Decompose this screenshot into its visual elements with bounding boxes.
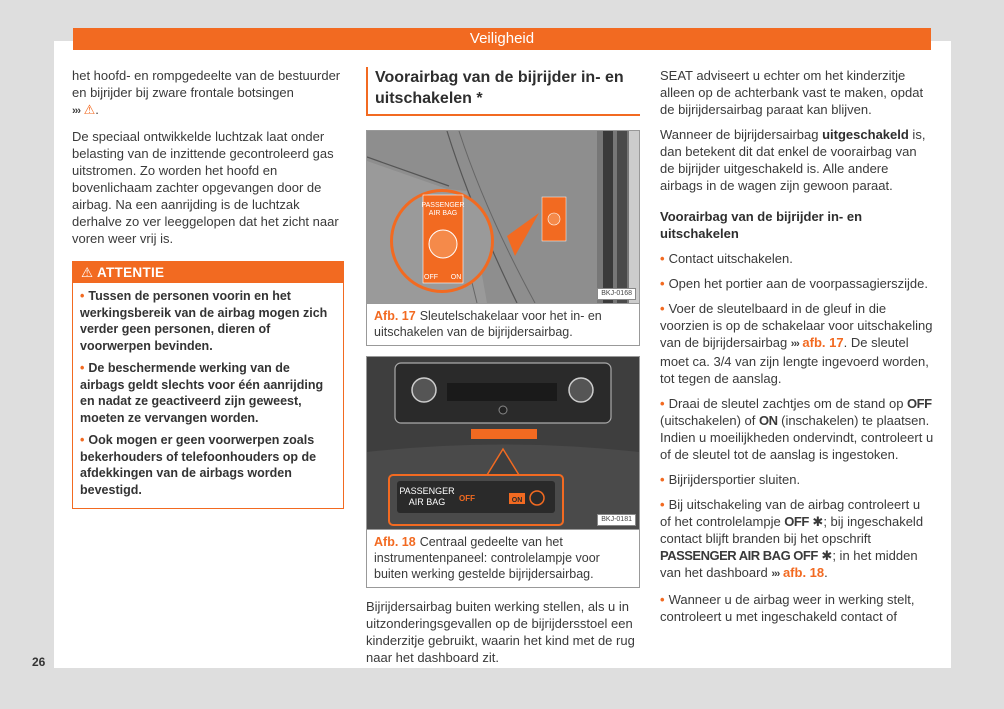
step-text: Draai de sleutel zachtjes om de stand op	[668, 396, 908, 411]
step-text: .	[824, 565, 828, 580]
step-item	[660, 496, 934, 583]
bullet-icon: •	[660, 301, 665, 316]
paragraph	[660, 126, 934, 194]
chapter-header: Veiligheid	[73, 28, 931, 50]
figure-label: Afb. 18	[374, 535, 416, 549]
figure-caption	[367, 303, 639, 345]
paragraph-text: Wanneer de bijrijdersairbag	[660, 127, 823, 142]
svg-text:OFF: OFF	[424, 274, 438, 281]
warning-item-text: Tussen de personen voorin en het werkingsbereik van de airbag mogen zich verder geen personen, dieren of voorwerpen bevinden.	[80, 289, 328, 353]
bullet-icon: •	[80, 433, 85, 447]
step-text: (uitschakelen) of	[660, 413, 759, 428]
svg-text:PASSENGER: PASSENGER	[399, 486, 455, 496]
on-label: ON	[759, 413, 778, 428]
step-item	[660, 275, 934, 292]
column-3	[660, 67, 934, 633]
bullet-icon: •	[660, 592, 665, 607]
bullet-icon: •	[80, 361, 85, 375]
step-item	[660, 471, 934, 488]
cross-reference-arrows: ›››	[771, 568, 780, 580]
sub-heading: Voorairbag van de bijrijder in- en uitschakelen	[660, 209, 863, 241]
bold-term: uitgeschakeld	[822, 127, 909, 142]
figure-caption-text: Centraal gedeelte van het instrumentenpaneel: controlelampje voor buiten werking gestelde bijrijdersairbag.	[374, 535, 600, 581]
glovebox-switch-illustration	[367, 131, 639, 303]
step-item	[660, 250, 934, 267]
bullet-icon: •	[660, 276, 665, 291]
step-item	[660, 300, 934, 387]
step-text: Bij uitschakeling van de airbag controleert u of het controlelampje	[660, 497, 921, 529]
airbag-off-icon: ✱;	[812, 514, 827, 529]
bullet-icon: •	[660, 396, 665, 411]
off-label: OFF	[784, 514, 809, 529]
switch-label: PASSENGER	[421, 202, 465, 209]
figure-18-image	[367, 357, 639, 529]
paragraph: het hoofd- en rompgedeelte van de bestuurder en bijrijder bij zware frontale botsingen ››› ⚠.	[72, 68, 341, 117]
warning-box-title: ATTENTIE	[96, 265, 165, 280]
figure-label: Afb. 17	[374, 309, 416, 323]
warning-item	[80, 432, 336, 498]
bullet-icon: •	[660, 251, 665, 266]
step-text: Open het portier aan de voorpassagierszijde.	[668, 276, 928, 291]
cross-reference-arrows: ›››	[790, 338, 799, 350]
warning-item-text: Ook mogen er geen voorwerpen zoals bekerhouders of telefoonhouders op de afdekkingen van de airbags worden bevestigd.	[80, 433, 317, 497]
step-text: Bijrijdersportier sluiten.	[668, 472, 801, 487]
step-item	[660, 395, 934, 463]
bullet-icon: •	[80, 289, 85, 303]
bullet-icon: •	[660, 497, 665, 512]
passenger-airbag-off-label: PASSENGER AIR BAG OFF	[660, 548, 818, 563]
warning-box-body	[73, 283, 343, 508]
paragraph: Bijrijdersairbag buiten werking stellen, als u in uitzonderingsgevallen op de bijrijdersstoel een kinderzitje gebruikt, waarin het kind met de rug naar het dashboard zit.	[366, 599, 635, 665]
warning-box	[72, 261, 344, 509]
step-text: in het midden van het dashboard	[660, 548, 918, 580]
cross-reference-link[interactable]: ›››	[72, 105, 80, 117]
figure-code: BKJ-0181	[597, 514, 636, 526]
paragraph-text: het hoofd- en rompgedeelte van de bestuurder en bijrijder bij zware frontale botsingen	[72, 68, 341, 100]
figure-18	[366, 356, 640, 588]
step-text: (inschakelen) te plaatsen. Indien u moeilijkheden ondervindt, controleert u of de sleutel tot de aanslag is ingestoken.	[660, 413, 934, 462]
warning-item	[80, 360, 336, 426]
figure-caption-text: Sleutelschakelaar voor het in- en uitschakelen van de bijrijdersairbag.	[374, 309, 602, 339]
step-text: . De sleutel moet ca. 3/4 van zijn lengte ingevoerd worden, tot tegen de aanslag.	[660, 335, 929, 386]
svg-text:AIR BAG: AIR BAG	[408, 497, 446, 507]
figure-18-link[interactable]: afb. 18	[782, 565, 825, 580]
dashboard-panel-illustration	[367, 357, 639, 529]
airbag-off-icon: ✱;	[821, 548, 836, 563]
figure-17-link[interactable]: afb. 17	[802, 335, 844, 350]
svg-text:OFF: OFF	[459, 494, 475, 503]
section-title: Voorairbag van de bijrijder in- en uitschakelen *	[366, 67, 640, 116]
off-label: OFF	[907, 396, 932, 411]
figure-17	[366, 130, 640, 346]
page-number: 26	[32, 655, 46, 669]
column-2	[366, 67, 640, 674]
figure-17-image	[367, 131, 639, 303]
paragraph: De speciaal ontwikkelde luchtzak laat onder belasting van de inzittende gecontroleerd gas uitstromen. Zo worden het hoofd en bovenlichaam zachter opgevangen door de airbag. Na een aanrijding is de luchtzak derhalve zo ver leeggelopen dat het zicht naar voren weer vrij is.	[72, 129, 339, 246]
step-text: Contact uitschakelen.	[668, 251, 793, 266]
warning-item	[80, 288, 336, 354]
warning-item-text: De beschermende werking van de airbags geldt slechts voor één aanrijding en nadat ze geactiveerd zijn geweest, moeten ze vervangen worden.	[80, 361, 324, 425]
figure-caption	[367, 529, 639, 587]
step-item	[660, 591, 934, 625]
bullet-icon: •	[660, 472, 665, 487]
svg-text:ON: ON	[450, 274, 462, 281]
warning-box-header	[73, 262, 343, 283]
paragraph: SEAT adviseert u echter om het kinderzitje alleen op de achterbank vast te maken, opdat de bijrijdersairbag paraat kan blijven.	[660, 68, 924, 117]
warning-triangle-icon: ⚠	[81, 265, 94, 280]
paragraph-text: is, dan betekent dit dat enkel de voorairbag van de bijrijder uitgeschakeld is. Alle andere airbags in de wagen zijn gewoon paraat.	[660, 127, 926, 193]
figure-code: BKJ-0168	[597, 288, 636, 300]
svg-text:ON: ON	[511, 497, 523, 504]
warning-triangle-icon: ⚠	[83, 102, 96, 117]
step-text: bij ingeschakeld contact blijft branden bij het opschrift	[660, 514, 924, 546]
step-text: Wanneer u de airbag weer in werking stelt, controleert u met ingeschakeld contact of	[660, 592, 915, 624]
column-1	[72, 67, 344, 509]
step-text: Voer de sleutelbaard in de gleuf in die voorzien is op de schakelaar voor uitschakeling van de bijrijdersairbag	[660, 301, 933, 350]
svg-text:AIR BAG: AIR BAG	[428, 210, 458, 217]
